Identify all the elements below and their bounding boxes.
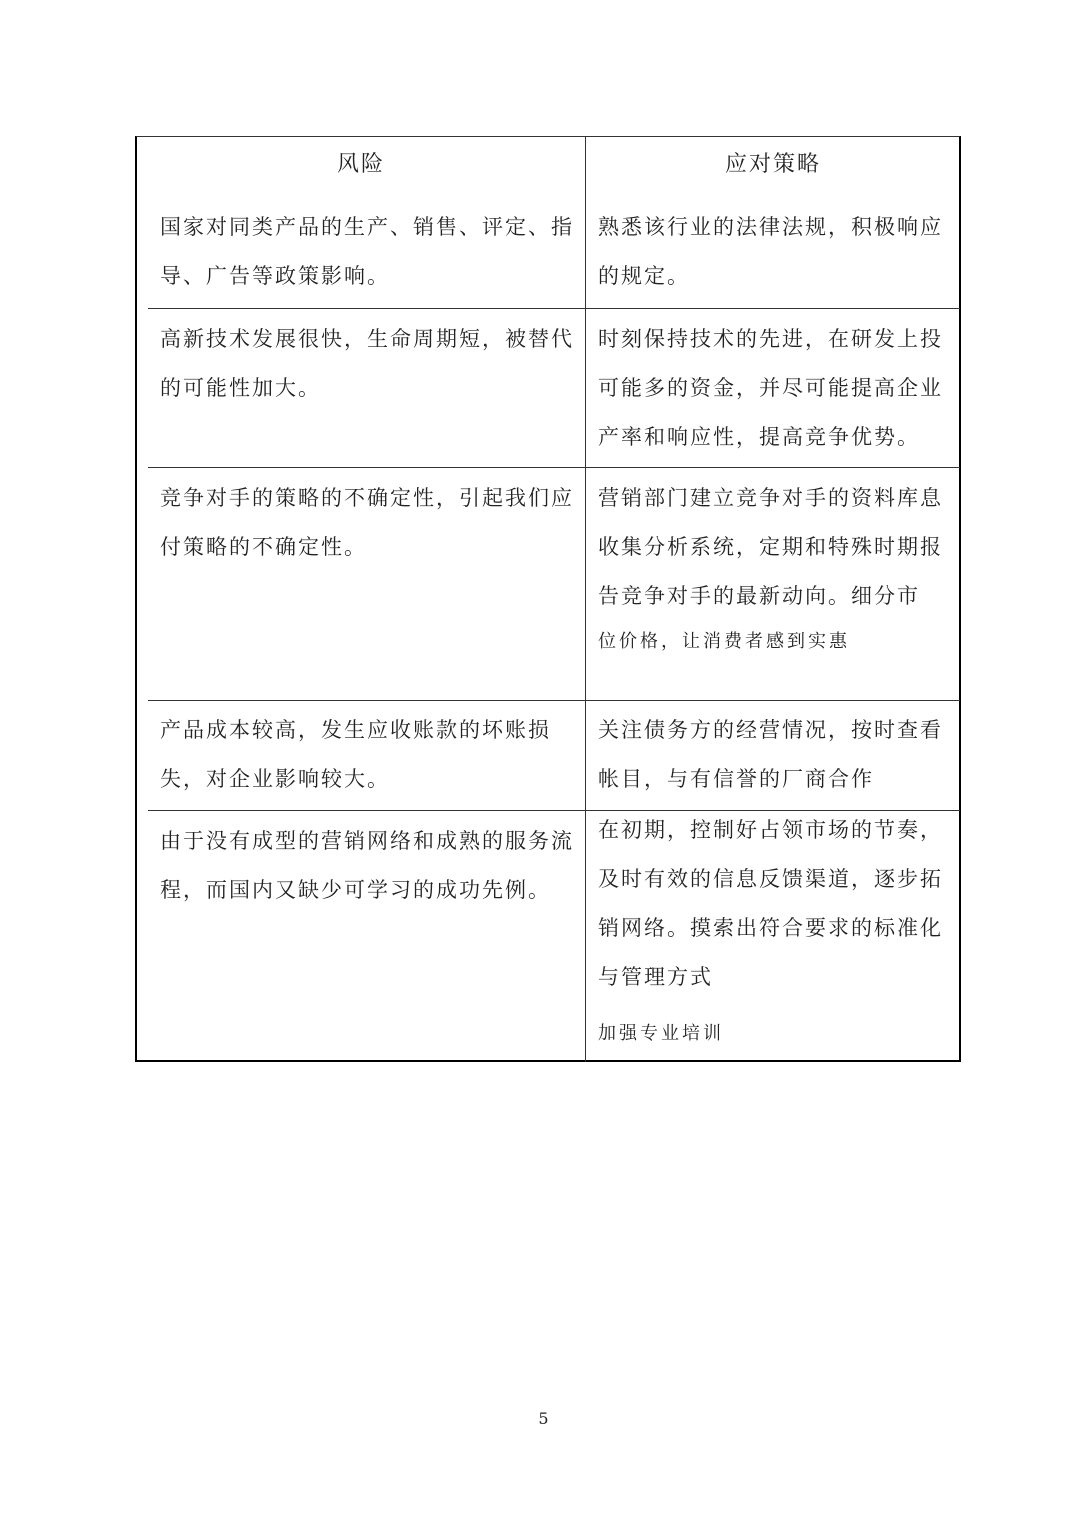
strategy-note-3: 位价格，让消费者感到实惠: [598, 631, 850, 652]
strategy-cell-5: 在初期，控制好占领市场的节奏，及时有效的信息反馈渠道，逐步拓销网络。摸索出符合要求的标准化与管理方式: [598, 818, 943, 989]
risk-cell-4: 产品成本较高，发生应收账款的坏账损失，对企业影响较大。: [160, 718, 551, 791]
strategy-cell-4: 关注债务方的经营情况，按时查看帐目，与有信誉的厂商合作: [598, 718, 943, 791]
strategy-cell-3: 营销部门建立竞争对手的资料库息收集分析系统，定期和特殊时期报告竞争对手的最新动向。细分市: [598, 486, 943, 608]
risk-cell-3: 竞争对手的策略的不确定性，引起我们应付策略的不确定性。: [160, 486, 574, 559]
header-strategy: 应对策略: [724, 152, 821, 177]
header-risk: 风险: [336, 152, 385, 177]
row-divider-3: [148, 700, 960, 701]
risk-cell-1: 国家对同类产品的生产、销售、评定、指导、广告等政策影响。: [160, 215, 574, 288]
strategy-cell-2: 时刻保持技术的先进，在研发上投可能多的资金，并尽可能提高企业产率和响应性，提高竞争优势。: [598, 327, 943, 449]
strategy-cell-1: 熟悉该行业的法律法规，积极响应的规定。: [598, 215, 943, 288]
row-divider-2: [148, 467, 960, 468]
strategy-note-5: 加强专业培训: [598, 1023, 724, 1044]
risk-cell-5: 由于没有成型的营销网络和成熟的服务流程，而国内又缺少可学习的成功先例。: [160, 829, 574, 902]
row-divider-1: [148, 308, 960, 309]
risk-cell-2: 高新技术发展很快，生命周期短，被替代的可能性加大。: [160, 327, 574, 400]
page-number: 5: [538, 1409, 549, 1428]
column-divider: [585, 136, 586, 1062]
